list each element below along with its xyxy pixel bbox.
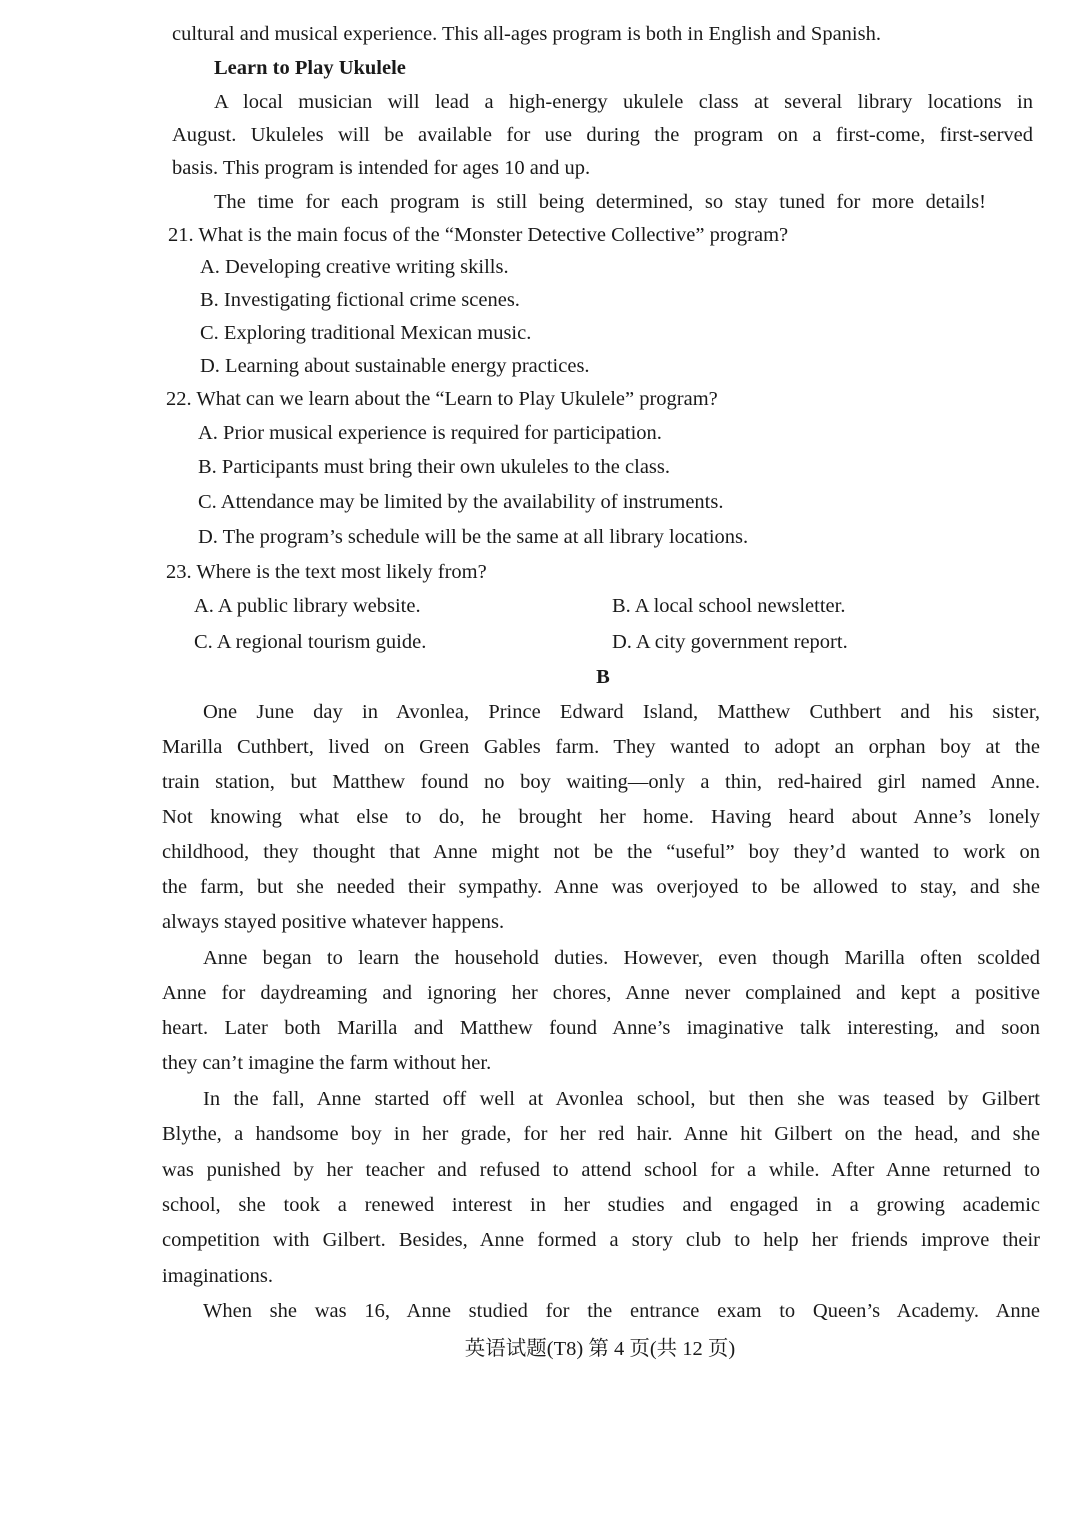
question-option: A. A public library website. [194,595,421,617]
section-heading: Learn to Play Ukulele [214,57,406,79]
paragraph-line: childhood, they thought that Anne might not be the “useful” boy they’d wanted to work on [162,841,1040,863]
question-option: C. Attendance may be limited by the availability of instruments. [198,491,724,513]
paragraph-line: Marilla Cuthbert, lived on Green Gables farm. They wanted to adopt an orphan boy at the [162,736,1040,758]
paragraph-line: always stayed positive whatever happens. [162,911,505,933]
paragraph-line: competition with Gilbert. Besides, Anne formed a story club to help her friends improve their [162,1229,1040,1251]
question-option: C. Exploring traditional Mexican music. [200,322,532,344]
section-title: B [596,666,610,688]
paragraph-line: One June day in Avonlea, Prince Edward Island, Matthew Cuthbert and his sister, [203,701,1040,723]
paragraph-line: the farm, but she needed their sympathy. Anne was overjoyed to be allowed to stay, and she [162,876,1040,898]
intro-line: cultural and musical experience. This all-ages program is both in English and Spanish. [172,23,881,45]
question-option: D. A city government report. [612,631,848,653]
paragraph-line: A local musician will lead a high-energy ukulele class at several library locations in [214,91,1033,113]
paragraph-line: heart. Later both Marilla and Matthew found Anne’s imaginative talk interesting, and soon [162,1017,1040,1039]
paragraph-line: Anne began to learn the household duties. However, even though Marilla often scolded [203,947,1040,969]
question-option: D. The program’s schedule will be the same at all library locations. [198,526,749,548]
paragraph-line: Not knowing what else to do, he brought her home. Having heard about Anne’s lonely [162,806,1040,828]
paragraph-line: August. Ukuleles will be available for use during the program on a first-come, first-served [172,124,1033,146]
paragraph-line: imaginations. [162,1265,274,1287]
paragraph-line: was punished by her teacher and refused to attend school for a while. After Anne returned to [162,1159,1040,1181]
paragraph-line: Blythe, a handsome boy in her grade, for her red hair. Anne hit Gilbert on the head, and she [162,1123,1040,1145]
paragraph-line: train station, but Matthew found no boy waiting—only a thin, red-haired girl named Anne. [162,771,1040,793]
question-option: C. A regional tourism guide. [194,631,427,653]
paragraph-line: school, she took a renewed interest in her studies and engaged in a growing academic [162,1194,1040,1216]
question-stem: 22. What can we learn about the “Learn to Play Ukulele” program? [166,388,718,410]
paragraph-line: they can’t imagine the farm without her. [162,1052,492,1074]
question-stem: 21. What is the main focus of the “Monster Detective Collective” program? [168,224,789,246]
question-option: B. A local school newsletter. [612,595,846,617]
page-footer: 英语试题(T8) 第 4 页(共 12 页) [464,1338,736,1360]
question-option: B. Participants must bring their own ukuleles to the class. [198,456,671,478]
question-option: D. Learning about sustainable energy practices. [200,355,590,377]
paragraph-line: In the fall, Anne started off well at Avonlea school, but then she was teased by Gilbert [203,1088,1040,1110]
paragraph-line: basis. This program is intended for ages 10 and up. [172,157,591,179]
question-option: B. Investigating fictional crime scenes. [200,289,520,311]
note-line: The time for each program is still being determined, so stay tuned for more details! [214,191,986,213]
question-option: A. Developing creative writing skills. [200,256,509,278]
paragraph-line: When she was 16, Anne studied for the entrance exam to Queen’s Academy. Anne [203,1300,1040,1322]
paragraph-line: Anne for daydreaming and ignoring her chores, Anne never complained and kept a positive [162,982,1040,1004]
question-stem: 23. Where is the text most likely from? [166,561,487,583]
question-option: A. Prior musical experience is required for participation. [198,422,662,444]
